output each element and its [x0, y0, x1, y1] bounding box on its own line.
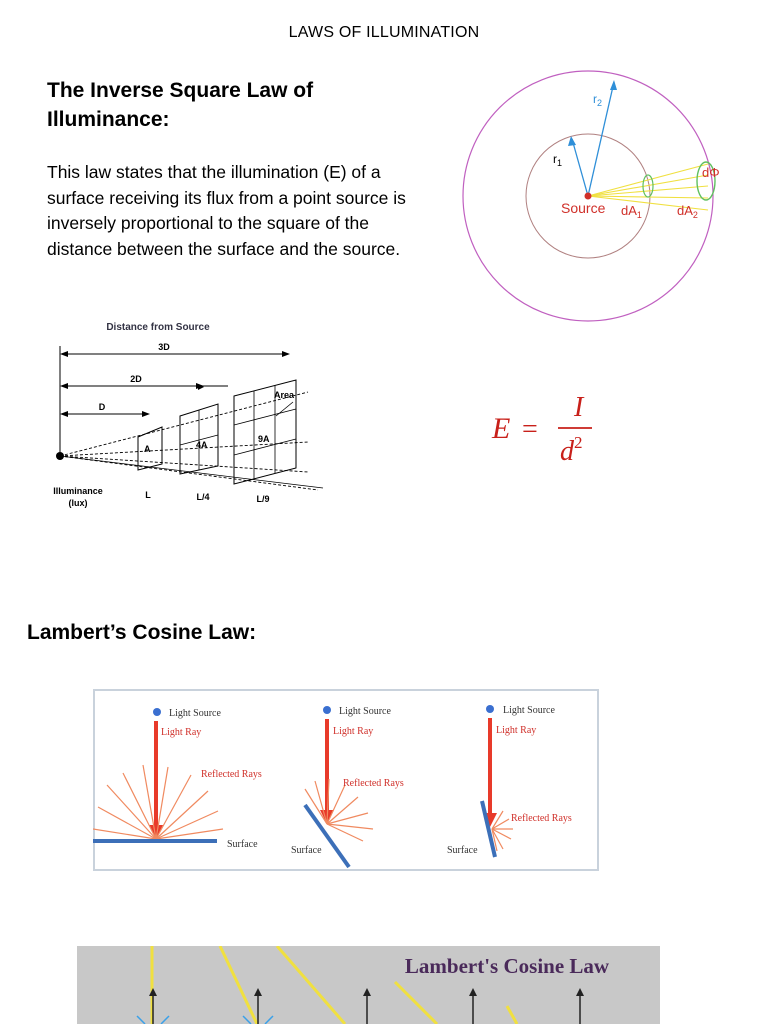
label-illuminance: Illuminance	[53, 486, 103, 496]
cone-ray	[588, 175, 708, 196]
label-3d: 3D	[158, 342, 170, 352]
arrowhead-icon	[282, 351, 290, 357]
reflected-rays-label: Reflected Rays	[511, 813, 572, 824]
light-source-icon	[153, 708, 161, 716]
label-4a: 4A	[196, 440, 208, 450]
lambert-heading: Lambert’s Cosine Law:	[27, 621, 257, 644]
point-source-dot	[585, 193, 592, 200]
label-d: D	[98, 402, 106, 412]
light-source-label: Light Source	[339, 706, 391, 717]
reflected-rays-label: Reflected Rays	[343, 778, 404, 789]
banner-title: Lambert's Cosine Law	[404, 954, 610, 978]
surface-label: Surface	[291, 845, 322, 856]
ray-line	[60, 392, 308, 456]
label-source: Source	[561, 200, 606, 216]
lambert-banner-figure	[77, 946, 660, 1024]
label-da2: $dA_2$	[677, 203, 698, 220]
ray-line	[60, 456, 308, 472]
formula-equals: =	[522, 414, 538, 445]
label-a: A	[144, 444, 151, 454]
light-source-label: Light Source	[169, 708, 221, 719]
label-r2: $r_2$	[593, 92, 603, 108]
arrowhead-icon	[142, 411, 150, 417]
r1-arrowhead-icon	[568, 136, 576, 146]
inverse-square-heading: The Inverse Square Law of Illuminance:	[47, 79, 314, 131]
label-area: Area	[274, 390, 295, 400]
light-source-icon	[323, 706, 331, 714]
arrowhead-icon	[60, 351, 68, 357]
formula-lhs: E	[492, 412, 511, 445]
area-leader-line	[276, 402, 293, 416]
label-illum-l4: L/4	[196, 492, 210, 502]
formula-numerator: I	[574, 392, 584, 423]
light-ray-label: Light Ray	[496, 725, 537, 736]
label-r1: $r_1$	[553, 152, 563, 168]
page-header: LAWS OF ILLUMINATION	[288, 24, 480, 41]
label-illum-l9: L/9	[256, 494, 270, 504]
inverse-square-formula	[486, 384, 606, 474]
light-source-label: Light Source	[503, 705, 555, 716]
grid-line	[234, 409, 296, 425]
reflected-rays-label: Reflected Rays	[201, 769, 262, 780]
surface-label: Surface	[227, 839, 258, 850]
r2-arrowhead-icon	[610, 80, 617, 90]
light-ray-label: Light Ray	[161, 727, 202, 738]
label-dphi: dΦ	[702, 165, 720, 180]
light-ray-label: Light Ray	[333, 726, 374, 737]
lambert-reflection-figure	[93, 689, 599, 871]
label-lux: (lux)	[68, 498, 88, 508]
surface-label: Surface	[447, 845, 478, 856]
inverse-square-circle-diagram	[440, 60, 740, 330]
distance-title: Distance from Source	[106, 322, 210, 333]
label-9a: 9A	[258, 434, 270, 444]
inverse-square-description: This law states that the illumination (E) of a surface receiving its flux from a point source is inversely proportional to the square of the distance between the surface and the source.	[47, 162, 406, 259]
label-da1: $dA_1$	[621, 203, 642, 220]
arrowhead-icon	[60, 411, 68, 417]
label-illum-l: L	[145, 490, 151, 500]
point-source-dot	[56, 452, 64, 460]
arrowhead-icon	[60, 383, 68, 389]
light-source-icon	[486, 705, 494, 713]
label-2d: 2D	[130, 374, 142, 384]
formula-denominator: $d^2$	[560, 433, 583, 467]
distance-area-diagram	[38, 312, 338, 522]
radius-r1-line	[572, 139, 588, 196]
